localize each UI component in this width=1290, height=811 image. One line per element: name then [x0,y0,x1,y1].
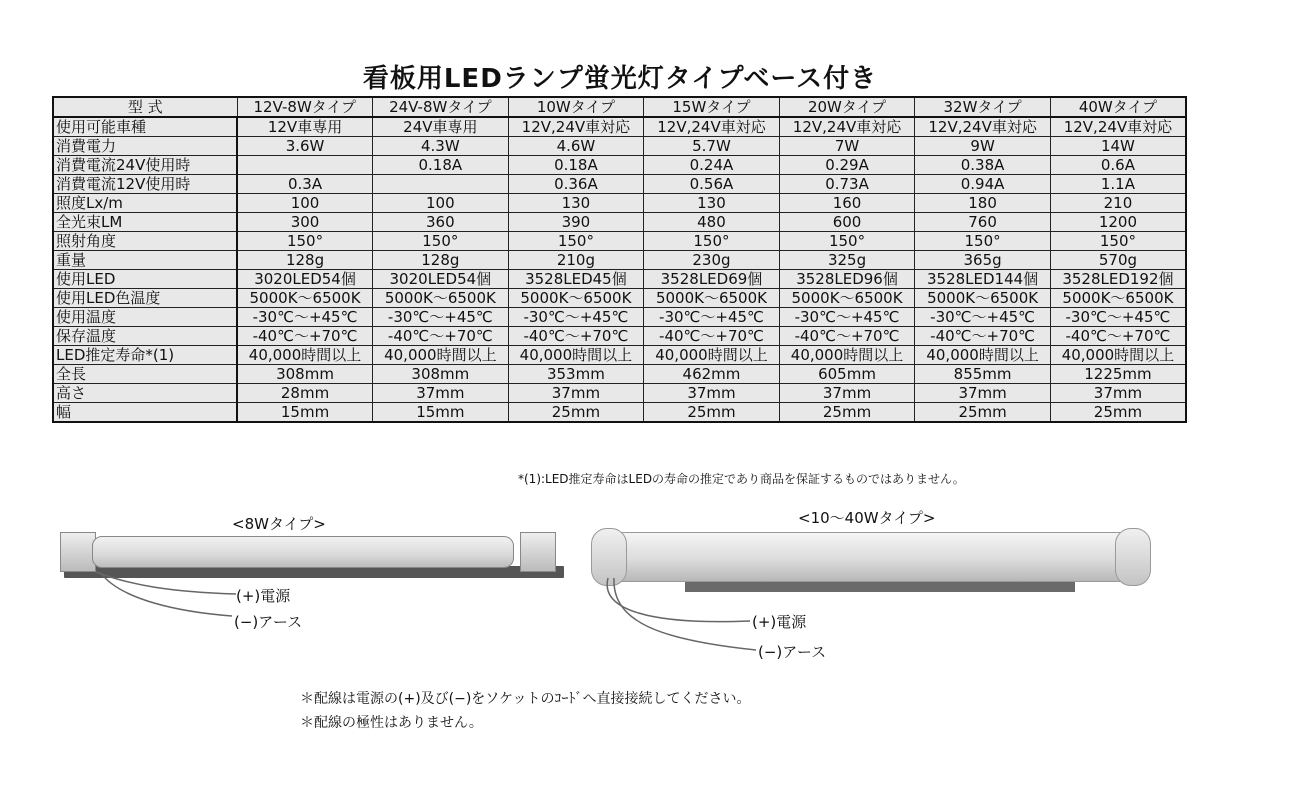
table-row [53,327,1186,346]
table-cell: 12V,24V車対応 [1050,117,1186,137]
header-cell: 32Wタイプ [915,97,1051,117]
table-row [53,117,1186,137]
table-cell: 3528LED96個 [779,270,915,289]
header-row [53,97,1186,117]
table-cell: 3528LED144個 [915,270,1051,289]
row-label: 保存温度 [53,327,237,346]
table-cell: 0.18A [373,156,509,175]
table-row [53,403,1186,423]
row-label: 使用温度 [53,308,237,327]
row-label: 幅 [53,403,237,423]
table-cell: 0.38A [915,156,1051,175]
table-cell: -30℃～+45℃ [1050,308,1186,327]
header-cell: 12V-8Wタイプ [237,97,373,117]
small-lamp-plus-label: (+)電源 [236,587,291,605]
table-cell: 0.18A [508,156,644,175]
table-cell: 40,000時間以上 [644,346,780,365]
table-cell: 570g [1050,251,1186,270]
table-cell: 15mm [373,403,509,423]
header-cell: 24V-8Wタイプ [373,97,509,117]
table-cell: 0.6A [1050,156,1186,175]
row-label: 全長 [53,365,237,384]
table-cell: 40,000時間以上 [779,346,915,365]
table-cell: 0.36A [508,175,644,194]
table-row [53,270,1186,289]
row-label: 使用LED [53,270,237,289]
table-cell: 25mm [915,403,1051,423]
table-cell: -40℃～+70℃ [915,327,1051,346]
table-cell: 5000K～6500K [373,289,509,308]
table-cell: 12V,24V車対応 [915,117,1051,137]
table-row [53,232,1186,251]
large-lamp-cap-right [1115,528,1151,586]
wiring-note: ＊配線は電源の(+)及び(−)をソケットのｺｰﾄﾞへ直接接続してください。 [300,691,751,707]
row-label: 照度Lx/m [53,194,237,213]
table-cell: 210g [508,251,644,270]
table-cell: 5.7W [644,137,780,156]
table-cell: -30℃～+45℃ [915,308,1051,327]
table-cell: 605mm [779,365,915,384]
table-cell: 25mm [644,403,780,423]
table-cell: -40℃～+70℃ [1050,327,1186,346]
table-cell: 4.6W [508,137,644,156]
table-cell: 210 [1050,194,1186,213]
table-cell: 0.94A [915,175,1051,194]
table-cell: 855mm [915,365,1051,384]
table-cell: 40,000時間以上 [915,346,1051,365]
small-lamp-image [52,530,572,590]
table-footnote: *(1):LED推定寿命はLEDの寿命の推定であり商品を保証するものではありません。 [518,472,965,486]
table-cell: 0.3A [237,175,373,194]
small-lamp-socket-right [520,532,556,572]
polarity-note: ＊配線の極性はありません。 [300,715,483,731]
row-label: 消費電流24V使用時 [53,156,237,175]
table-cell: 150° [644,232,780,251]
table-cell: 24V車専用 [373,117,509,137]
table-cell: 353mm [508,365,644,384]
small-lamp-socket-left [60,532,96,572]
table-cell: 37mm [373,384,509,403]
row-label: 高さ [53,384,237,403]
table-row [53,289,1186,308]
table-row [53,175,1186,194]
table-cell: 25mm [779,403,915,423]
table-cell: 0.29A [779,156,915,175]
table-cell: 0.24A [644,156,780,175]
table-row [53,308,1186,327]
table-cell: -40℃～+70℃ [779,327,915,346]
table-cell: 14W [1050,137,1186,156]
table-cell: -30℃～+45℃ [508,308,644,327]
table-cell: 160 [779,194,915,213]
table-row [53,194,1186,213]
table-cell: 150° [915,232,1051,251]
table-cell [237,156,373,175]
large-lamp-plus-label: (+)電源 [752,613,807,631]
table-cell: 37mm [915,384,1051,403]
header-cell: 10Wタイプ [508,97,644,117]
table-cell: 390 [508,213,644,232]
table-cell: 3528LED45個 [508,270,644,289]
table-cell: 760 [915,213,1051,232]
row-label: 使用LED色温度 [53,289,237,308]
table-cell: 9W [915,137,1051,156]
table-cell: 3020LED54個 [237,270,373,289]
table-cell: 325g [779,251,915,270]
table-cell: 12V,24V車対応 [508,117,644,137]
table-cell: 3528LED192個 [1050,270,1186,289]
table-cell: 5000K～6500K [237,289,373,308]
table-cell: 12V,24V車対応 [779,117,915,137]
table-cell: 150° [237,232,373,251]
row-label: 使用可能車種 [53,117,237,137]
table-cell: 0.56A [644,175,780,194]
table-cell: 37mm [644,384,780,403]
row-label: 全光束LM [53,213,237,232]
table-row [53,251,1186,270]
table-cell: 100 [237,194,373,213]
table-cell: 12V車専用 [237,117,373,137]
header-cell: 15Wタイプ [644,97,780,117]
table-cell: -40℃～+70℃ [237,327,373,346]
table-cell: 128g [373,251,509,270]
table-cell: 180 [915,194,1051,213]
row-label: 重量 [53,251,237,270]
table-cell: -30℃～+45℃ [779,308,915,327]
table-row [53,346,1186,365]
table-row [53,213,1186,232]
table-cell: 360 [373,213,509,232]
table-cell: 15mm [237,403,373,423]
table-cell: 150° [779,232,915,251]
table-row [53,137,1186,156]
table-cell: 300 [237,213,373,232]
small-lamp-caption: <8Wタイプ> [232,515,326,533]
table-cell: -40℃～+70℃ [508,327,644,346]
table-cell: 5000K～6500K [1050,289,1186,308]
large-lamp-image [585,522,1185,602]
table-cell: 128g [237,251,373,270]
row-label: 消費電力 [53,137,237,156]
table-cell: 0.73A [779,175,915,194]
table-cell: 25mm [1050,403,1186,423]
table-cell [373,175,509,194]
table-cell: 40,000時間以上 [508,346,644,365]
table-cell: 3020LED54個 [373,270,509,289]
table-cell: 40,000時間以上 [373,346,509,365]
table-cell: 1225mm [1050,365,1186,384]
row-label: LED推定寿命*(1) [53,346,237,365]
row-label: 消費電流12V使用時 [53,175,237,194]
table-cell: 25mm [508,403,644,423]
table-cell: 308mm [237,365,373,384]
table-cell: 12V,24V車対応 [644,117,780,137]
table-cell: 1200 [1050,213,1186,232]
table-cell: -40℃～+70℃ [373,327,509,346]
table-cell: 130 [644,194,780,213]
table-cell: -30℃～+45℃ [644,308,780,327]
header-cell: 40Wタイプ [1050,97,1186,117]
header-cell: 型 式 [53,97,237,117]
small-lamp-tube [92,536,514,568]
table-cell: 150° [373,232,509,251]
table-cell: 5000K～6500K [915,289,1051,308]
table-cell: 230g [644,251,780,270]
table-cell: 365g [915,251,1051,270]
table-row [53,384,1186,403]
table-cell: 150° [508,232,644,251]
table-cell: 100 [373,194,509,213]
table-cell: 5000K～6500K [508,289,644,308]
table-cell: 40,000時間以上 [1050,346,1186,365]
table-cell: 28mm [237,384,373,403]
table-cell: 308mm [373,365,509,384]
small-lamp-minus-label: (−)アース [234,613,303,631]
spec-table-body [53,117,1186,422]
table-cell: 4.3W [373,137,509,156]
large-lamp-minus-label: (−)アース [758,643,827,661]
table-cell: -30℃～+45℃ [373,308,509,327]
table-cell: 130 [508,194,644,213]
table-cell: 3.6W [237,137,373,156]
table-cell: 37mm [508,384,644,403]
table-cell: 7W [779,137,915,156]
table-row [53,365,1186,384]
large-lamp-caption: <10～40Wタイプ> [798,509,936,527]
table-cell: 37mm [779,384,915,403]
table-cell: 600 [779,213,915,232]
table-cell: 462mm [644,365,780,384]
large-lamp-cap-left [591,528,627,586]
large-lamp-tube [615,532,1127,582]
page-title: 看板用LEDランプ蛍光灯タイプベース付き [362,64,878,94]
table-cell: 1.1A [1050,175,1186,194]
table-cell: 40,000時間以上 [237,346,373,365]
row-label: 照射角度 [53,232,237,251]
spec-table [52,96,1187,423]
table-cell: 150° [1050,232,1186,251]
table-cell: -40℃～+70℃ [644,327,780,346]
table-cell: 3528LED69個 [644,270,780,289]
table-cell: 5000K～6500K [644,289,780,308]
table-cell: 5000K～6500K [779,289,915,308]
header-cell: 20Wタイプ [779,97,915,117]
table-cell: 480 [644,213,780,232]
table-cell: 37mm [1050,384,1186,403]
table-row [53,156,1186,175]
table-cell: -30℃～+45℃ [237,308,373,327]
